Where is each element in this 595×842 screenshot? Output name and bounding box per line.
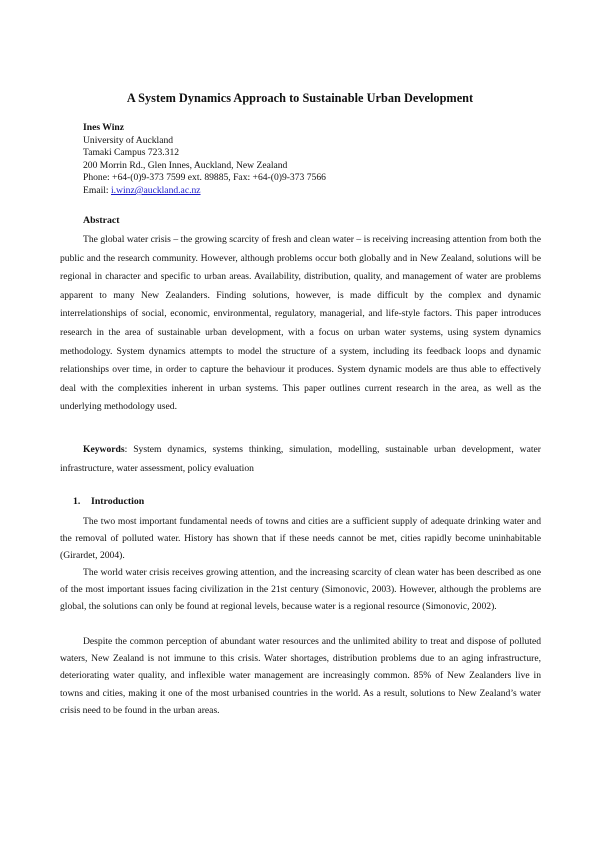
keywords-text: : System dynamics, systems thinking, simulation, modelling, sustainable urban development, water infrastructure, water assessment, policy evaluation — [60, 444, 541, 474]
keywords-paragraph — [60, 441, 541, 478]
paper-title: A System Dynamics Approach to Sustainable Urban Development — [126, 91, 474, 105]
author-email-line — [83, 185, 326, 198]
author-campus: Tamaki Campus 723.312 — [83, 147, 180, 159]
author-block — [83, 122, 326, 198]
intro-paragraph-3: Despite the common perception of abundant water resources and the unlimited ability to treat and dispose of polluted waters, New Zealand is not immune to this crisis. Water shortages, distribution problems due to an aging infrastructure, deteriorating water quality, and inflexible water management are increasingly common. 85% of New Zealanders live in towns and cities, making it one of the most urbanised countries in the world. As a result, solutions to New Zealand’s water crisis need to be found in the urban areas. — [60, 636, 541, 716]
author-address: 200 Morrin Rd., Glen Innes, Auckland, New Zealand — [83, 159, 288, 171]
intro-paragraph-1: The two most important fundamental needs of towns and cities are a sufficient supply of adequate drinking water and the removal of polluted water. History has shown that if these needs cannot be met, cities rapidly become uninhabitable (Girardet, 2004). — [60, 516, 541, 562]
intro-paragraph-2: The world water crisis receives growing attention, and the increasing scarcity of clean water has been described as one of the most important issues facing civilization in the 21st century (Simonovic, 2003). However, although the problems are global, the solutions can only be found at regional levels, because water is a regional resource (Simonovic, 2002). — [60, 567, 541, 613]
author-name: Ines Winz — [83, 122, 124, 133]
abstract-text: The global water crisis – the growing scarcity of fresh and clean water – is receiving increasing attention from both the public and the research community. However, although problems occur both globally and in New Zealand, solutions will be regional in character and specific to urban areas. Availability, distribution, quality, and management of water are problems apparent to many New Zealanders. Finding solutions, however, is made difficult by the complex and dynamic interrelationships of social, economic, environmental, regulatory, managerial, and life-style factors. This paper introduces research in the area of sustainable urban development, with a focus on urban water systems, using system dynamics methodology. System dynamics attempts to model the structure of a system, including its feedback loops and dynamic relationships over time, in order to capture the behaviour it produces. System dynamic models are thus able to effectively deal with the complexities inherent in urban systems. This paper outlines current research in the area, as well as the underlying methodology used. — [60, 234, 541, 413]
email-link[interactable]: i.winz@auckland.ac.nz — [110, 184, 201, 196]
abstract-heading: Abstract — [83, 215, 120, 226]
author-phone: Phone: +64-(0)9-373 7599 ext. 89885, Fax: +64-(0)9-373 7566 — [83, 172, 326, 184]
author-affiliation: University of Auckland — [83, 134, 174, 146]
email-label: Email: — [83, 184, 111, 196]
section-number: 1. — [73, 496, 81, 507]
keywords-label: Keywords — [83, 444, 125, 455]
introduction-heading: Introduction — [91, 496, 145, 507]
